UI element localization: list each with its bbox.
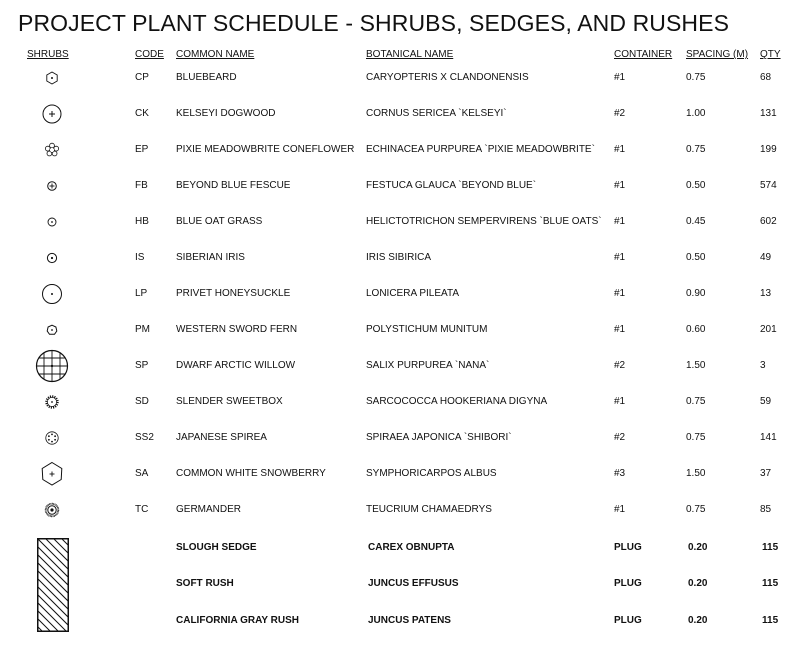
cell-common-name: BEYOND BLUE FESCUE <box>176 180 291 191</box>
cell-common-name: GERMANDER <box>176 504 242 515</box>
cell-spacing: 0.75 <box>686 72 706 83</box>
cell-spacing: 1.50 <box>686 360 706 371</box>
hexagon-plus-symbol-icon <box>34 456 70 492</box>
cell-botanical-name: IRIS SIBIRICA <box>366 252 432 263</box>
cell-container: #1 <box>614 252 626 263</box>
header-botanical-name: BOTANICAL NAME <box>366 49 454 60</box>
cell-common-name: SOFT RUSH <box>176 578 234 589</box>
cell-common-name: PIXIE MEADOWBRITE CONEFLOWER <box>176 144 355 155</box>
cell-container: #1 <box>614 504 626 515</box>
header-spacing: SPACING (M) <box>686 49 749 60</box>
cell-qty: 59 <box>760 396 772 407</box>
cell-spacing: 0.75 <box>686 396 706 407</box>
cell-qty: 13 <box>760 288 772 299</box>
cell-botanical-name: POLYSTICHUM MUNITUM <box>366 324 488 335</box>
small-circle-cross-symbol-icon <box>34 168 70 204</box>
cell-code: SA <box>135 468 149 479</box>
cell-spacing: 0.45 <box>686 216 706 227</box>
table-row <box>0 168 793 204</box>
cell-botanical-name: CARYOPTERIS X CLANDONENSIS <box>366 72 529 83</box>
cell-code: SP <box>135 360 149 371</box>
cell-code: PM <box>135 324 150 335</box>
cell-qty: 37 <box>760 468 772 479</box>
cell-code: TC <box>135 504 149 515</box>
cell-botanical-name: LONICERA PILEATA <box>366 288 459 299</box>
cell-botanical-name: JUNCUS EFFUSUS <box>368 578 459 589</box>
cell-common-name: SLOUGH SEDGE <box>176 542 257 553</box>
cell-common-name: COMMON WHITE SNOWBERRY <box>176 468 326 479</box>
cell-qty: 68 <box>760 72 772 83</box>
cell-botanical-name: FESTUCA GLAUCA `BEYOND BLUE` <box>366 180 537 191</box>
cell-spacing: 0.20 <box>688 615 708 626</box>
cell-code: EP <box>135 144 149 155</box>
table-row <box>0 96 793 132</box>
cell-code: FB <box>135 180 148 191</box>
cell-spacing: 0.50 <box>686 180 706 191</box>
table-row <box>0 348 793 384</box>
cell-qty: 199 <box>760 144 777 155</box>
cell-container: #1 <box>614 324 626 335</box>
cell-common-name: SLENDER SWEETBOX <box>176 396 283 407</box>
grid-circle-symbol-icon <box>34 348 70 384</box>
cell-container: #2 <box>614 360 626 371</box>
cell-code: SS2 <box>135 432 154 443</box>
cell-spacing: 0.75 <box>686 144 706 155</box>
cell-container: #1 <box>614 288 626 299</box>
cell-spacing: 0.50 <box>686 252 706 263</box>
cell-qty: 141 <box>760 432 777 443</box>
cell-common-name: PRIVET HONEYSUCKLE <box>176 288 291 299</box>
cell-qty: 201 <box>760 324 777 335</box>
cell-container: #1 <box>614 396 626 407</box>
cell-common-name: BLUEBEARD <box>176 72 237 83</box>
cell-code: CP <box>135 72 149 83</box>
cell-botanical-name: SALIX PURPUREA `NANA` <box>366 360 490 371</box>
cell-qty: 49 <box>760 252 772 263</box>
cell-qty: 574 <box>760 180 777 191</box>
cell-botanical-name: HELICTOTRICHON SEMPERVIRENS `BLUE OATS` <box>366 216 602 227</box>
cell-container: #1 <box>614 216 626 227</box>
table-row <box>0 312 793 348</box>
dotted-circle-symbol-icon <box>34 420 70 456</box>
table-row <box>0 566 793 602</box>
cell-code: LP <box>135 288 148 299</box>
flower-symbol-icon <box>34 132 70 168</box>
table-row <box>0 456 793 492</box>
cell-spacing: 0.20 <box>688 542 708 553</box>
table-row <box>0 60 793 96</box>
page-title: PROJECT PLANT SCHEDULE - SHRUBS, SEDGES, AND RUSHES <box>18 10 730 36</box>
table-row <box>0 204 793 240</box>
cell-code: IS <box>135 252 145 263</box>
cell-container: #3 <box>614 468 626 479</box>
cell-container: #1 <box>614 180 626 191</box>
cell-botanical-name: SARCOCOCCA HOOKERIANA DIGYNA <box>366 396 548 407</box>
header-common-name: COMMON NAME <box>176 49 255 60</box>
toothed-circle-symbol-icon <box>34 384 70 420</box>
table-row <box>0 132 793 168</box>
cell-container: PLUG <box>614 542 642 553</box>
polygon-dot-symbol-icon <box>34 312 70 348</box>
table-row <box>0 276 793 312</box>
cell-container: #2 <box>614 432 626 443</box>
large-circle-dot-symbol-icon <box>34 276 70 312</box>
cell-common-name: DWARF ARCTIC WILLOW <box>176 360 296 371</box>
cell-common-name: WESTERN SWORD FERN <box>176 324 298 335</box>
cell-botanical-name: JUNCUS PATENS <box>368 615 451 626</box>
cell-qty: 602 <box>760 216 777 227</box>
cell-qty: 3 <box>760 360 766 371</box>
cell-code: CK <box>135 108 149 119</box>
cell-qty: 115 <box>762 542 779 553</box>
cell-botanical-name: TEUCRIUM CHAMAEDRYS <box>366 504 492 515</box>
table-row <box>0 240 793 276</box>
cell-common-name: CALIFORNIA GRAY RUSH <box>176 615 299 626</box>
small-circle-dot-symbol-icon <box>34 204 70 240</box>
cell-common-name: BLUE OAT GRASS <box>176 216 263 227</box>
cell-spacing: 1.50 <box>686 468 706 479</box>
cell-common-name: JAPANESE SPIREA <box>176 432 267 443</box>
cell-container: #1 <box>614 144 626 155</box>
cell-qty: 131 <box>760 108 777 119</box>
table-row <box>0 492 793 528</box>
cell-common-name: SIBERIAN IRIS <box>176 252 245 263</box>
table-row <box>0 603 793 639</box>
cell-common-name: KELSEYI DOGWOOD <box>176 108 276 119</box>
cell-qty: 85 <box>760 504 772 515</box>
table-row <box>0 530 793 566</box>
cell-botanical-name: CORNUS SERICEA `KELSEYI` <box>366 108 507 119</box>
table-row <box>0 420 793 456</box>
cell-spacing: 0.75 <box>686 504 706 515</box>
header-shrubs: SHRUBS <box>27 49 69 60</box>
cell-qty: 115 <box>762 578 779 589</box>
cell-spacing: 0.90 <box>686 288 706 299</box>
cell-spacing: 1.00 <box>686 108 706 119</box>
table-row <box>0 384 793 420</box>
cell-qty: 115 <box>762 615 779 626</box>
circle-plus-symbol-icon <box>34 96 70 132</box>
header-container: CONTAINER <box>614 49 673 60</box>
cell-container: #2 <box>614 108 626 119</box>
cell-spacing: 0.60 <box>686 324 706 335</box>
circle-dot-symbol-icon <box>34 240 70 276</box>
cell-botanical-name: CAREX OBNUPTA <box>368 542 455 553</box>
hexagon-small-symbol-icon <box>34 60 70 96</box>
cell-container: #1 <box>614 72 626 83</box>
header-code: CODE <box>135 49 164 60</box>
cell-spacing: 0.20 <box>688 578 708 589</box>
cell-botanical-name: SPIRAEA JAPONICA `SHIBORI` <box>366 432 512 443</box>
cell-container: PLUG <box>614 578 642 589</box>
cell-code: HB <box>135 216 149 227</box>
cell-botanical-name: ECHINACEA PURPUREA `PIXIE MEADOWBRITE` <box>366 144 595 155</box>
cell-spacing: 0.75 <box>686 432 706 443</box>
cell-code: SD <box>135 396 149 407</box>
scalloped-circle-symbol-icon <box>34 492 70 528</box>
cell-botanical-name: SYMPHORICARPOS ALBUS <box>366 468 497 479</box>
header-qty: QTY <box>760 49 781 60</box>
cell-container: PLUG <box>614 615 642 626</box>
